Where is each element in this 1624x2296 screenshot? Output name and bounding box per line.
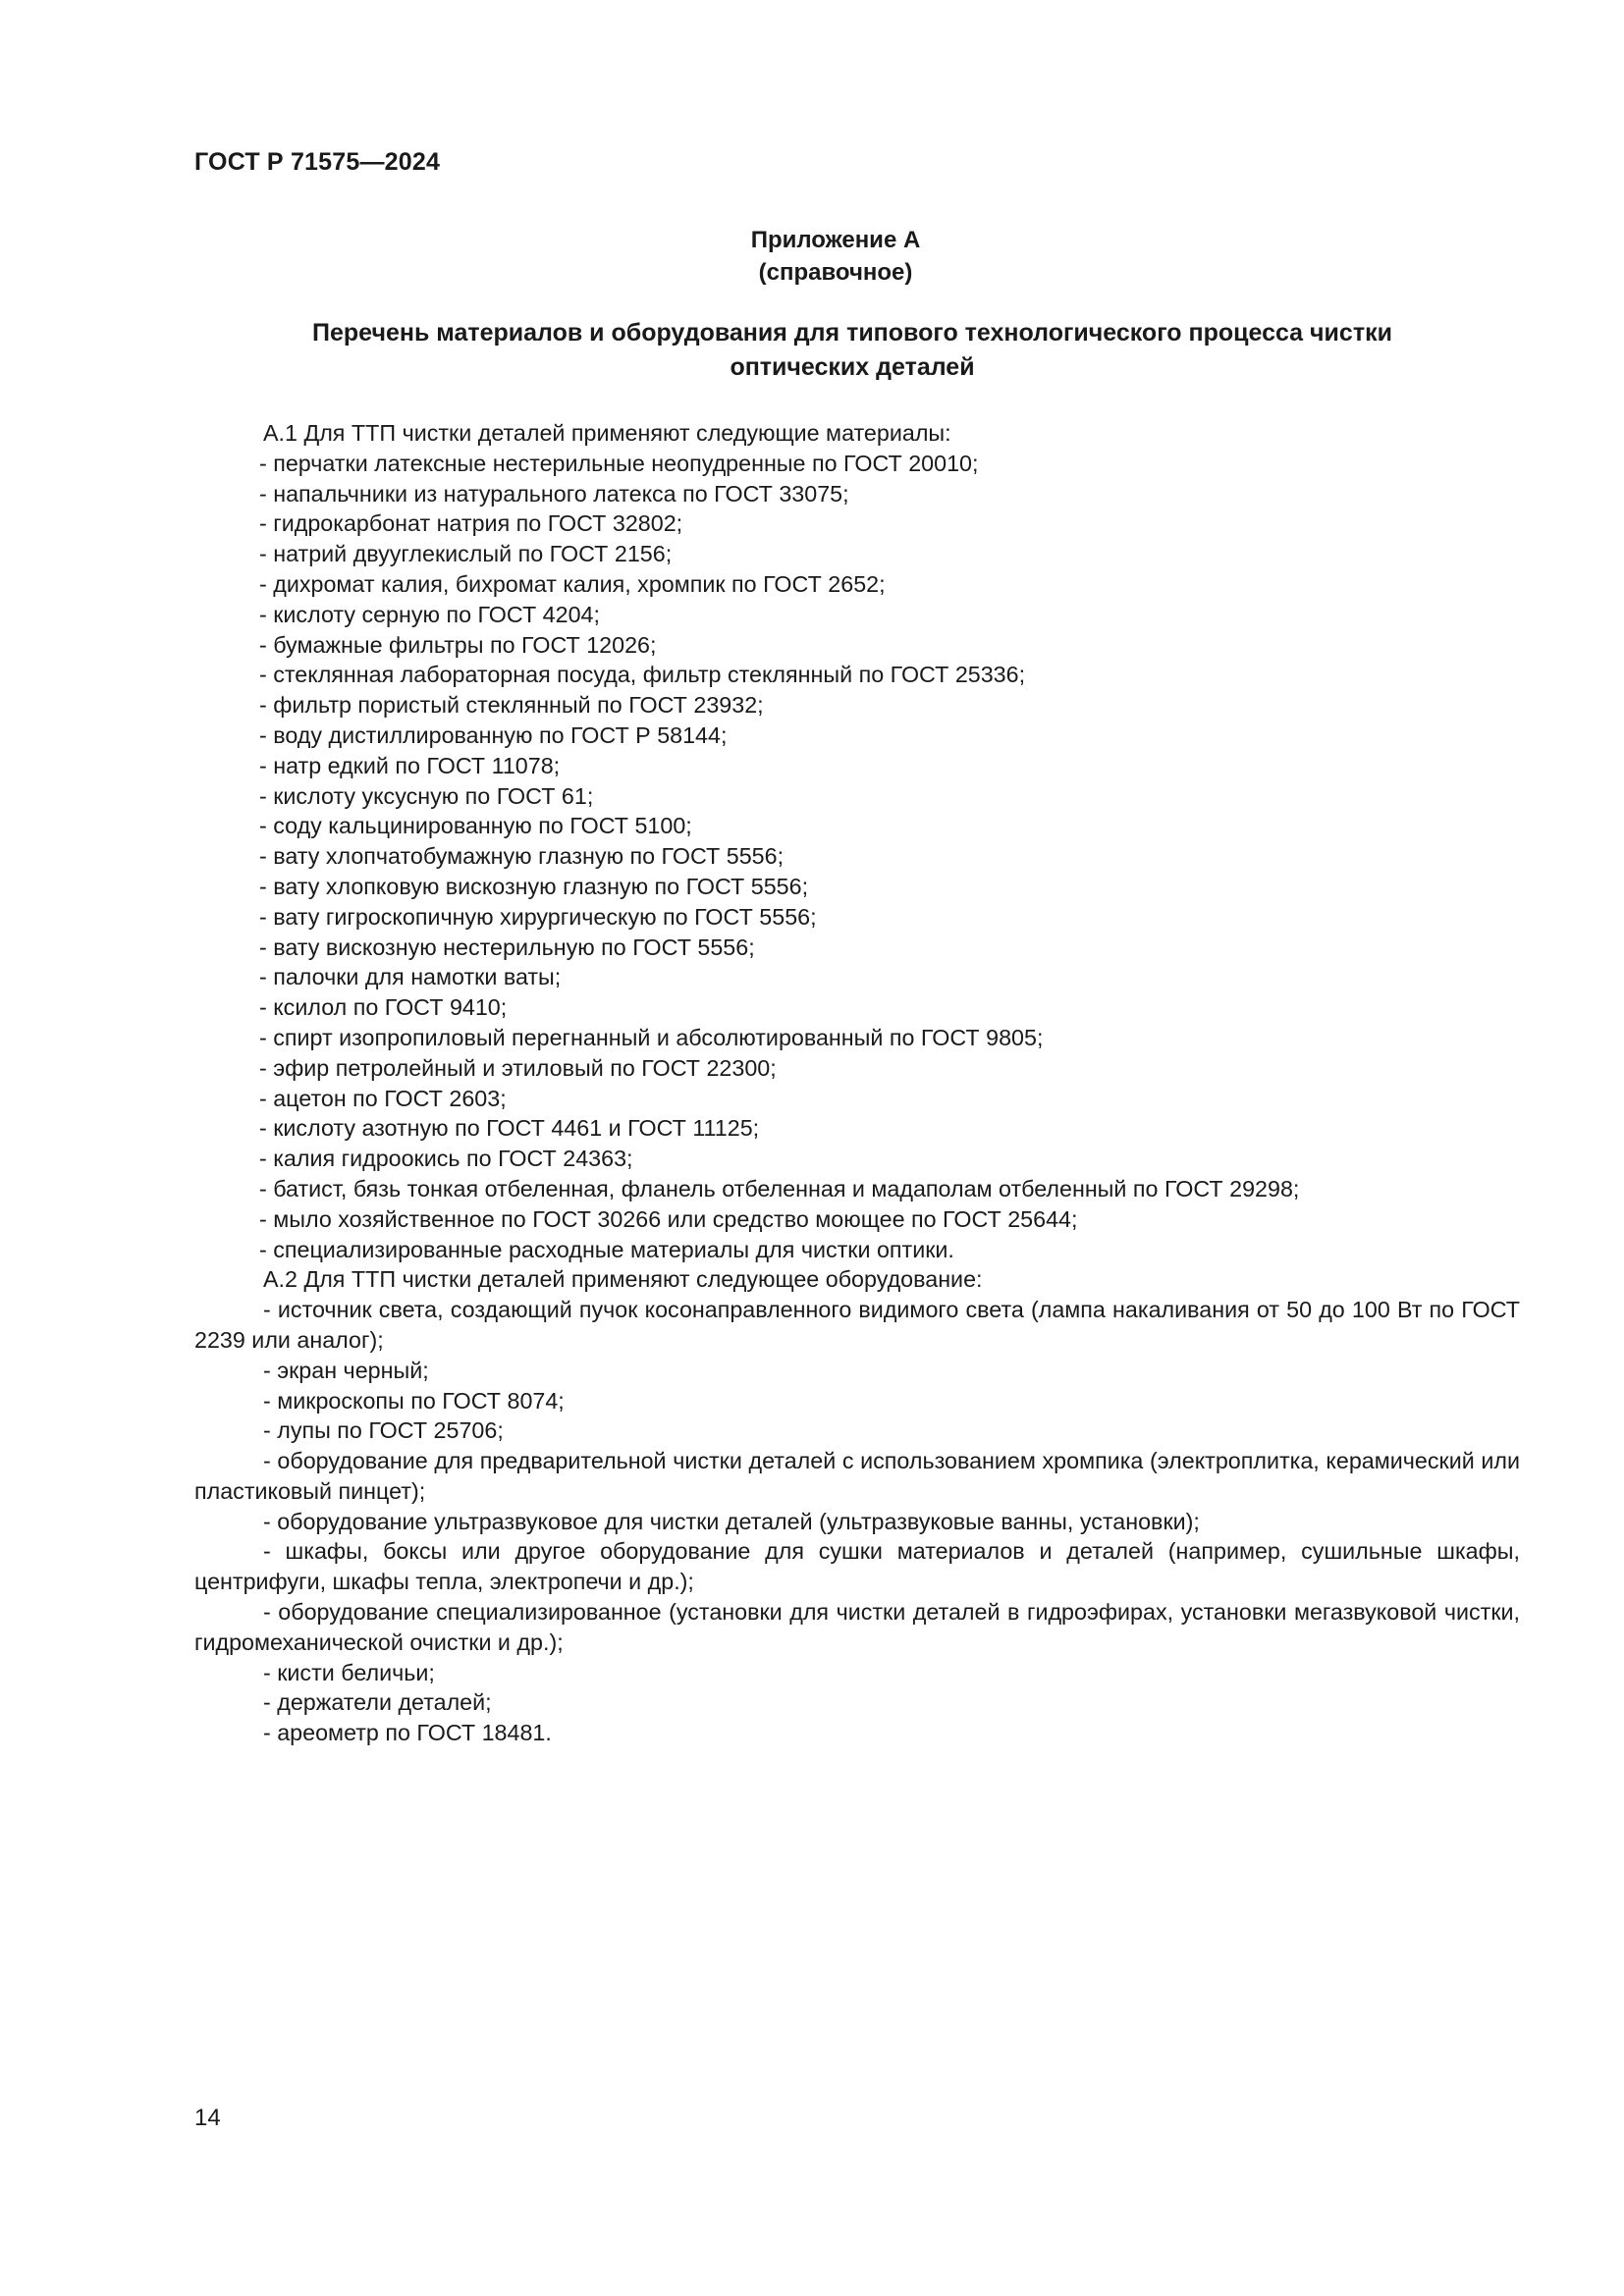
equipment-list-item: - оборудование ультразвуковое для чистки деталей (ультразвуковые ванны, установки);	[263, 1508, 1200, 1534]
materials-list-item: - калия гидроокись по ГОСТ 24363;	[259, 1146, 633, 1172]
appendix-title-line-2: оптических деталей	[730, 353, 975, 381]
equipment-list-item: - источник света, создающий пучок косонаправленного видимого света (лампа накаливания от 50 до 100 Вт по ГОСТ 2239 или аналог);	[194, 1297, 1520, 1353]
section-a2-intro: А.2 Для ТТП чистки деталей применяют следующее оборудование:	[263, 1266, 983, 1293]
equipment-list	[194, 1295, 1520, 1748]
materials-list-item: - ксилол по ГОСТ 9410;	[259, 994, 508, 1021]
materials-list-item: - вату хлопчатобумажную глазную по ГОСТ 5556;	[259, 843, 785, 870]
materials-list-item: - мыло хозяйственное по ГОСТ 30266 или средство моющее по ГОСТ 25644;	[259, 1205, 1078, 1232]
section-a1-intro: А.1 Для ТТП чистки деталей применяют следующие материалы:	[263, 420, 951, 446]
equipment-list-item: - шкафы, боксы или другое оборудование для сушки материалов и деталей (например, сушильные шкафы, центрифуги, шкафы тепла, электропечи и др.);	[194, 1538, 1520, 1595]
materials-list-item: - напальчники из натурального латекса по ГОСТ 33075;	[259, 480, 849, 507]
appendix-title-line-1: Перечень материалов и оборудования для типового технологического процесса чистки	[312, 319, 1392, 347]
materials-list-item: - стеклянная лабораторная посуда, фильтр стеклянный по ГОСТ 25336;	[259, 662, 1026, 688]
materials-list-item: - вату гигроскопичную хирургическую по ГОСТ 5556;	[259, 903, 817, 930]
equipment-list-item: - оборудование для предварительной чистки деталей с использованием хромпика (электроплитка, керамический или пластиковый пинцет);	[194, 1448, 1520, 1504]
materials-list-item: - фильтр пористый стеклянный по ГОСТ 23932;	[259, 692, 764, 719]
materials-list-item: - бумажные фильтры по ГОСТ 12026;	[259, 631, 657, 658]
equipment-list-item: - держатели деталей;	[263, 1689, 492, 1716]
materials-list-item: - гидрокарбонат натрия по ГОСТ 32802;	[259, 510, 683, 537]
page-number: 14	[194, 2105, 221, 2131]
equipment-list-item: - оборудование специализированное (установки для чистки деталей в гидроэфирах, установки мегазвуковой чистки, гидромеханической очистки и др.);	[194, 1599, 1520, 1655]
equipment-list-item: - лупы по ГОСТ 25706;	[263, 1417, 504, 1444]
equipment-list-item: - экран черный;	[263, 1357, 429, 1383]
appendix-heading	[0, 224, 1624, 289]
materials-list	[194, 449, 1520, 1265]
equipment-list-item: - кисти беличьи;	[263, 1659, 435, 1685]
materials-list-item: - дихромат калия, бихромат калия, хромпик по ГОСТ 2652;	[259, 570, 886, 597]
materials-list-item: - воду дистиллированную по ГОСТ Р 58144;	[259, 721, 728, 748]
materials-list-item: - ацетон по ГОСТ 2603;	[259, 1085, 507, 1111]
materials-list-item: - натрий двууглекислый по ГОСТ 2156;	[259, 541, 673, 567]
materials-list-item: - палочки для намотки ваты;	[259, 964, 562, 990]
appendix-status: (справочное)	[758, 259, 913, 286]
materials-list-item: - вату вискозную нестерильную по ГОСТ 5556;	[259, 934, 755, 960]
materials-list-item: - спирт изопропиловый перегнанный и абсолютированный по ГОСТ 9805;	[259, 1024, 1044, 1050]
materials-list-item: - вату хлопковую вискозную глазную по ГОСТ 5556;	[259, 873, 809, 899]
materials-list-item: - специализированные расходные материалы для чистки оптики.	[259, 1236, 954, 1262]
materials-list-item: - кислоту азотную по ГОСТ 4461 и ГОСТ 11125;	[259, 1115, 760, 1142]
appendix-label: Приложение А	[750, 227, 921, 253]
materials-list-item: - соду кальцинированную по ГОСТ 5100;	[259, 813, 692, 839]
materials-list-item: - натр едкий по ГОСТ 11078;	[259, 752, 561, 778]
materials-list-item: - кислоту уксусную по ГОСТ 61;	[259, 782, 594, 809]
materials-list-item: - эфир петролейный и этиловый по ГОСТ 22300;	[259, 1054, 777, 1081]
materials-list-item: - кислоту серную по ГОСТ 4204;	[259, 601, 600, 627]
appendix-body	[194, 418, 1520, 1748]
appendix-title	[194, 316, 1510, 385]
materials-list-item: - батист, бязь тонкая отбеленная, фланель отбеленная и мадаполам отбеленный по ГОСТ 29298;	[259, 1175, 1300, 1201]
document-code: ГОСТ Р 71575—2024	[194, 148, 441, 176]
materials-list-item: - перчатки латексные нестерильные неопудренные по ГОСТ 20010;	[259, 450, 979, 476]
equipment-list-item: - ареометр по ГОСТ 18481.	[263, 1720, 552, 1746]
equipment-list-item: - микроскопы по ГОСТ 8074;	[263, 1387, 565, 1414]
